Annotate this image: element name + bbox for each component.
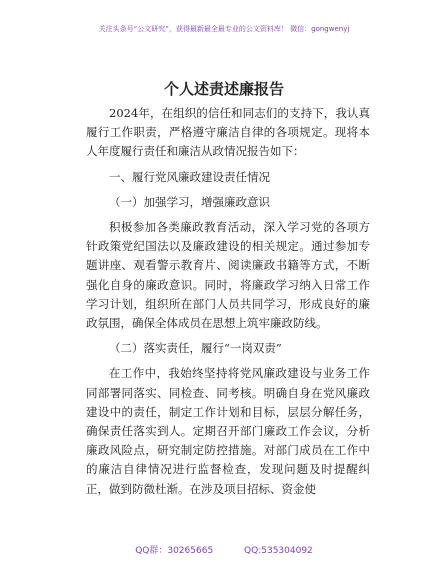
section-heading-1: 一、履行党风廉政建设责任情况 bbox=[109, 169, 270, 184]
subsection-heading-2: （二）落实责任，履行“一岗双责” bbox=[109, 341, 282, 356]
footer-qq-group: QQ群：30265665 bbox=[135, 546, 214, 556]
page-footer bbox=[0, 543, 448, 556]
intro-paragraph: 2024年，在组织的信任和同志们的支持下，我认真履行工作职责，严格遵守廉洁自律的各项规定。现将本人年度履行责任和廉洁从政情况报告如下： bbox=[86, 106, 370, 159]
paragraph-2: 在工作中，我始终坚持将党风廉政建设与业务工作同部署同落实、同检查、同考核。明确自身在党风廉政建设中的责任，制定工作计划和目标，层层分解任务，确保责任落实到人。定期召开部门廉政工作会议，分析廉政风险点，研究制定防控措施。对部门成员在工作中的廉洁自律情况进行监督检查，发现问题及时提醒纠正，做到防微杜渐。在涉及项目招标、资金使 bbox=[86, 366, 370, 496]
subsection-heading-1: （一）加强学习，增强廉政意识 bbox=[109, 194, 270, 209]
page-header-notice: 关注头条号“公文研究”，获得最新最全最专业的公文资料库！ 微信：gongwenyj bbox=[98, 25, 350, 33]
footer-qq-contact: QQ:535304092 bbox=[244, 546, 313, 556]
document-title: 个人述责述廉报告 bbox=[163, 80, 284, 98]
paragraph-1: 积极参加各类廉政教育活动，深入学习党的各项方针政策党纪国法以及廉政建设的相关规定。通过参加专题讲座、观看警示教育片、阅读廉政书籍等方式，不断强化自身的廉政意识。同时，将廉政学习纳入日常工作学习计划，组织所在部门人员共同学习，形成良好的廉政氛围，确保全体成员在思想上筑牢廉政防线。 bbox=[86, 220, 370, 331]
document-body bbox=[86, 104, 370, 499]
